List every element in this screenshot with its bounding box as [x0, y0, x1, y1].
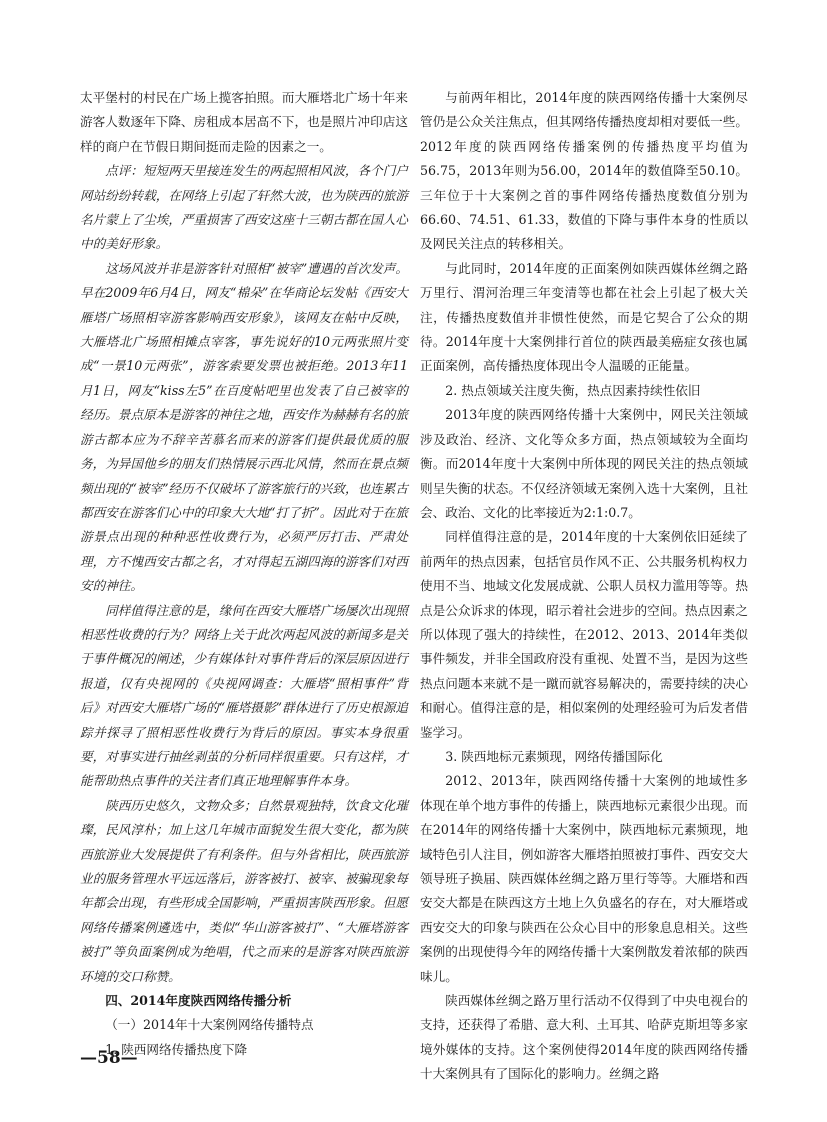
subsubsection-heading: 2. 热点领域关注度失衡，热点因素持续性依旧 [445, 382, 701, 398]
paragraph: 2012、2013年，陕西网络传播十大案例的地域性多体现在单个地方事件的传播上，陕西地标元素很少出现。而在2014年的网络传播十大案例中，陕西地标元素频现，地域特色引人注目，例如游客大雁塔拍照被打事件、西安交大领导班子换届、陕西媒体丝绸之路万里行等等。大雁塔和西安交大都是在陕西这方土地上久负盛名的存在，对大雁塔或西安交大的印象与陕西在公众心目中的形象息息相关。这些案例的出现使得今年的网络传播十大案例散发着浓郁的陕西味儿。 [420, 773, 748, 984]
paragraph: 同样值得注意的是，2014年度的十大案例依旧延续了前两年的热点因素，包括官员作风不正、公共服务机构权力使用不当、地域文化发展成就、公职人员权力滥用等等。热点是公众诉求的体现，昭示着社会进步的空间。热点因素之所以体现了强大的持续性，在2012、2013、2014年类似事件频发，并非全国政府没有重视、处置不当，是因为这些热点问题本来就不是一蹴而就容易解决的，需要持续的决心和耐心。值得注意的是，相似案例的处理经验可为后发者借鉴学习。 [420, 529, 748, 740]
paragraph: 2013年度的陕西网络传播十大案例中，网民关注领域涉及政治、经济、文化等众多方面，热点领域较为全面均衡。而2014年度十大案例中所体现的网民关注的热点领域则呈失衡的状态。不仅经济领域无案例入选十大案例，且社会、政治、文化的比率接近为2:1:0.7。 [420, 407, 748, 520]
paragraph: 太平堡村的村民在广场上揽客拍照。而大雁塔北广场十年来游客人数逐年下降、房租成本居高不下，也是照片冲印店这样的商户在节假日期间挺而走险的因素之一。 [80, 90, 408, 154]
paragraph: 与此同时，2014年度的正面案例如陕西媒体丝绸之路万里行、渭河治理三年变清等也都在社会上引起了极大关注，传播热度数值并非惯性使然，而是它契合了公众的期待。2014年度十大案例排行首位的陕西最美癌症女孩也属正面案例，高传播热度体现出令人温暖的正能量。 [420, 260, 748, 374]
page-number: —58— [80, 1048, 138, 1068]
commentary-paragraph: 陕西历史悠久，文物众多；自然景观独特，饮食文化璀璨，民风淳朴；加上这几年城市面貌发生很大变化，都为陕西旅游业大发展提供了有利条件。但与外省相比，陕西旅游业的服务管理水平远远落后，游客被打、被宰、被骗现象每年都会出现，有些形成全国影响，严重损害陕西形象。但愿网络传播案例遴选中，类似“华山游客被打”、“大雁塔游客被打”等负面案例成为绝唱，代之而来的是游客对陕西旅游环境的交口称赞。 [80, 797, 408, 984]
commentary-paragraph: 同样值得注意的是，缘何在西安大雁塔广场屡次出现照相恶性收费的行为？网络上关于此次两起风波的新闻多是关于事件概况的阐述，少有媒体针对事件背后的深层原因进行报道，仅有央视网的《央视网调查：大雁塔“照相事件”背后》对西安大雁塔广场的“雁塔摄影”群体进行了历史根源追踪并探寻了照相恶性收费行为背后的原因。事实本身很重要，对事实进行抽丝剥茧的分析同样很重要。只有这样，才能帮助热点事件的关注者们真正地理解事件本身。 [80, 602, 408, 789]
left-column [80, 86, 408, 1062]
subsubsection-heading: 3. 陕西地标元素频现，网络传播国际化 [445, 748, 663, 764]
section-heading: 四、2014年度陕西网络传播分析 [105, 993, 292, 1009]
commentary-paragraph: 这场风波并非是游客针对照相“被宰”遭遇的首次发声。早在2009年6月4日，网友“棉朵”在华商论坛发帖《西安大雁塔广场照相宰游客影响西安形象》，该网友在帖中反映，大雁塔北广场照相摊点宰客，事先说好的10元两张照片变成“一景10元两张”，游客索要发票也被拒绝。2013年11月1日，网友“kiss左5”在百度帖吧里也发表了自己被宰的经历。景点原本是游客的神往之地，西安作为赫赫有名的旅游古都本应为不辞辛苦慕名而来的游客们提供最优质的服务，为异国他乡的朋友们热情展示西北风情，然而在景点频频出现的“被宰”经历不仅破坏了游客旅行的兴致，也连累古都西安在游客们心中的印象大大地“打了折”。因此对于在旅游景点出现的种种恶性收费行为，必须严厉打击、严肃处理，方不愧西安古都之名，才对得起五湖四海的游客们对西安的神往。 [80, 260, 408, 594]
subsection-heading: （一）2014年十大案例网络传播特点 [105, 1017, 314, 1033]
right-column [420, 86, 748, 1087]
paragraph: 与前两年相比，2014年度的陕西网络传播十大案例尽管仍是公众关注焦点，但其网络传播热度却相对要低一些。2012年度的陕西网络传播案例的传播热度平均值为56.75，2013年则为56.00，2014年的数值降至50.10。三年位于十大案例之首的事件网络传播热度数值分别为66.60、74.51、61.33，数值的下降与事件本身的性质以及网民关注点的转移相关。 [420, 90, 748, 252]
commentary-paragraph: 点评：短短两天里接连发生的两起照相风波，各个门户网站纷纷转载，在网络上引起了轩然大波，也为陕西的旅游名片蒙上了尘埃，严重损害了西安这座十三朝古都在国人心中的美好形象。 [80, 163, 408, 252]
paragraph: 陕西媒体丝绸之路万里行活动不仅得到了中央电视台的支持，还获得了希腊、意大利、土耳其、哈萨克斯坦等多家境外媒体的支持。这个案例使得2014年度的陕西网络传播十大案例具有了国际化的影响力。丝绸之路 [420, 993, 748, 1082]
subsubsection-heading: 1. 陕西网络传播热度下降 [105, 1041, 248, 1057]
